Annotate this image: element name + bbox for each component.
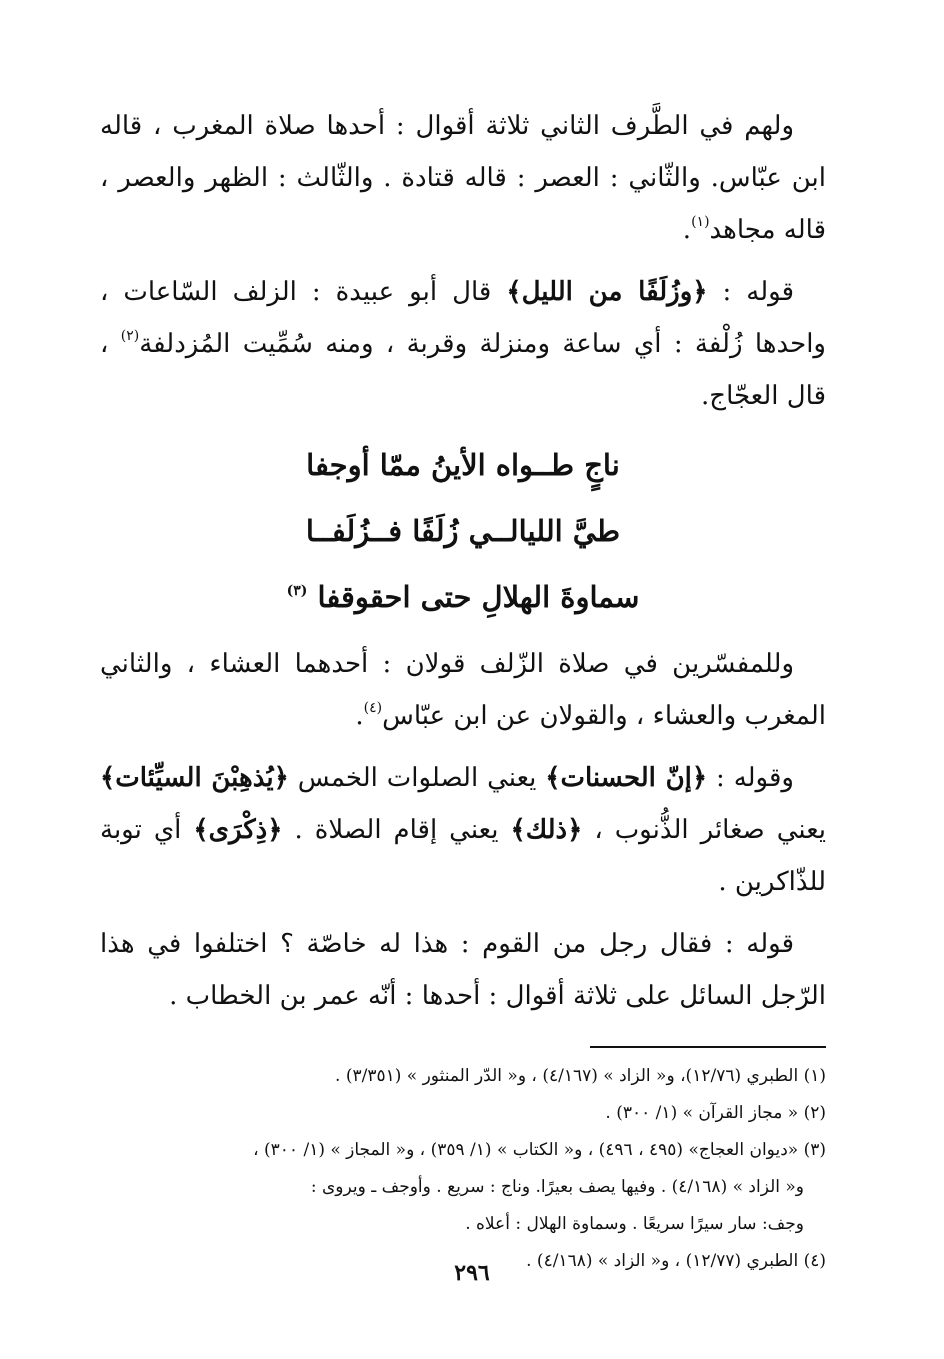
poem-line-1: ناجٍ طــواه الأينُ ممّا أوجفا — [306, 448, 620, 482]
paragraph-1-end: . — [682, 215, 692, 245]
paragraph-4-lead: وقوله : — [707, 763, 794, 793]
footnote-ref-1[interactable]: (١) — [691, 214, 710, 230]
paragraph-4-text-3: يعني إقام الصلاة . — [282, 815, 511, 845]
page-body — [100, 100, 826, 1280]
poem-line-2: طيَّ الليالــي زُلَفًا فــزُلَفــا — [305, 514, 621, 548]
footnote-1: (١) الطبري (١٢/٧٦)، و« الزاد » (٤/١٦٧) ، و« الدّر المنثور » (٣/٣٥١) . — [335, 1066, 826, 1086]
footnote-2: (٢) « مجاز القرآن » (١/ ٣٠٠) . — [605, 1103, 826, 1123]
poem-line-3 — [100, 564, 826, 630]
paragraph-4-text-2: يعني صغائر الذُّنوب ، — [582, 815, 826, 845]
paragraph-5: قوله : فقال رجل من القوم : هذا له خاصّة ؟ اختلفوا في هذا الرّجل السائل على ثلاثة أقوال : أحدها : أنّه عمر بن الخطاب . — [100, 929, 826, 1011]
paragraph-2-lead: قوله : — [707, 277, 795, 307]
paragraph-1-text: ولهم في الطَّرف الثاني ثلاثة أقوال : أحدها صلاة المغرب ، قاله ابن عبّاس. والثّاني : العصر : قاله قتادة . والثّالث : الظهر والعصر ، قاله مجاهد — [100, 111, 826, 245]
paragraph-3-end: . — [355, 701, 364, 731]
footnotes — [100, 1058, 826, 1280]
paragraph-4-text-4: أي توبة للذّاكرين . — [100, 815, 826, 897]
page-number: ٢٩٦ — [454, 1260, 490, 1286]
paragraph-2-tail: ، قال العجّاج. — [100, 329, 826, 411]
footnote-ref-3[interactable]: (٣) — [286, 583, 308, 599]
footnote-3-line-2: و« الزاد » (٤/١٦٨) . وفيها يصف بعيرًا. وناج : سريع . وأوجف ـ ويروى : — [310, 1177, 804, 1197]
footnote-divider — [590, 1046, 826, 1048]
paragraph-4-text-1: يعني الصلوات الخمس — [288, 763, 546, 793]
quran-quote-dhikra: ﴿ذِكْرَى﴾ — [193, 815, 283, 845]
footnote-ref-2[interactable]: (٢) — [120, 328, 140, 344]
footnote-ref-4[interactable]: (٤) — [363, 700, 383, 716]
paragraph-4 — [100, 752, 826, 908]
paragraph-3-text: وللمفسّرين في صلاة الزّلف قولان : أحدهما العشاء ، والثاني المغرب والعشاء ، والقولان عن ابن عبّاس — [100, 649, 826, 731]
poem-block — [100, 432, 826, 630]
footnote-3-line-3: وجف: سار سيرًا سريعًا . وسماوة الهلال : أعلاه . — [465, 1214, 804, 1234]
paragraph-2 — [100, 266, 826, 422]
quran-quote-yudhhibna: ﴿يُذهِبْنَ السيِّئات﴾ — [100, 763, 289, 793]
footnote-3-line-1: (٣) «ديوان العجاج» (٤٩٥ ، ٤٩٦) ، و« الكتاب » (١/ ٣٥٩) ، و« المجاز » (١/ ٣٠٠) ، — [253, 1140, 826, 1160]
paragraph-2-text: قال أبو عبيدة : الزلف السّاعات ، واحدها زُلْفة : أي ساعة ومنزلة وقربة ، ومنه سُمِّيت المُزدلفة — [100, 277, 826, 359]
quran-quote-zulafan: ﴿وزُلَفًا من الليل﴾ — [506, 277, 708, 307]
footnote-4: (٤) الطبري (١٢/٧٧) ، و« الزاد » (٤/١٦٨) . — [526, 1251, 826, 1271]
paragraph-1 — [100, 100, 826, 256]
quran-quote-dhalika: ﴿ذلك﴾ — [510, 815, 583, 845]
paragraph-3 — [100, 638, 826, 742]
poem-line-3-text: سماوةَ الهلالِ حتى احقوقفا — [317, 580, 640, 614]
quran-quote-hasanat: ﴿إنّ الحسنات﴾ — [545, 763, 708, 793]
